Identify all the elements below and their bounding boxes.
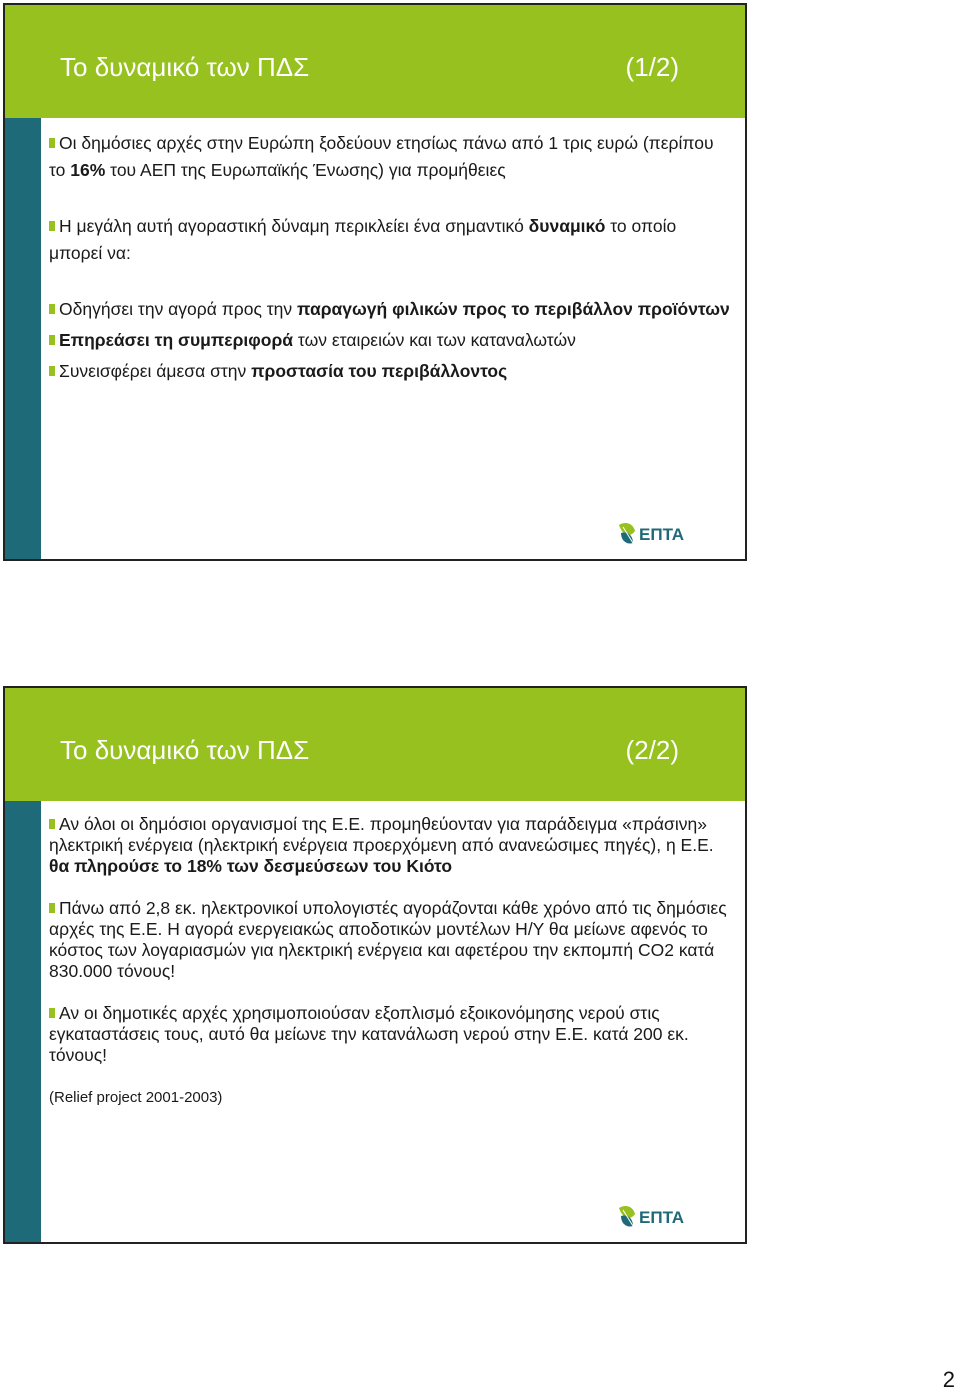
text-bold: δυναμικό	[528, 216, 606, 236]
text: Πάνω από 2,8 εκ. ηλεκτρονικοί υπολογιστές αγοράζονται κάθε χρόνο από τις δημόσιες αρχές της Ε.Ε. Η αγορά ενεργειακώς αποδοτικών μοντέλων Η/Υ θα μείωνε αφενός το κόστος των λογαριασμών για ηλεκτρική ενέργεια και αφετέρου την εκπομπή CO2 κατά 830.000 τόνους!	[49, 898, 727, 981]
slide-2-header	[5, 688, 745, 801]
text-bold: προστασία του περιβάλλοντος	[251, 361, 508, 381]
bullet-icon	[49, 138, 55, 148]
bullet-icon	[49, 335, 55, 345]
slide-1-sidebar	[5, 118, 41, 559]
bullet-icon	[49, 304, 55, 314]
slide-2-content	[49, 814, 735, 1129]
text: Αν οι δημοτικές αρχές χρησιμοποιούσαν εξοπλισμό εξοικονόμησης νερού στις εγκαταστάσεις τους, αυτό θα μείωνε την κατανάλωση νερού στην Ε.Ε. κατά 200 εκ. τόνους!	[49, 1003, 689, 1065]
text-bold: Επηρεάσει τη συμπεριφορά	[59, 330, 294, 350]
text: των εταιρειών και των καταναλωτών	[293, 330, 576, 350]
text-bold: θα πληρούσε το 18% των δεσμεύσεων του Κιότο	[49, 856, 453, 876]
text: το οποίο μπορεί να:	[49, 216, 677, 263]
svg-text:ΕΠΤΑ: ΕΠΤΑ	[639, 1208, 685, 1227]
text-bold: παραγωγή φιλικών προς το περιβάλλον προϊόντων	[297, 299, 730, 319]
text: Η μεγάλη αυτή αγοραστική δύναμη περικλείει ένα σημαντικό	[59, 216, 529, 236]
epta-logo	[617, 1200, 697, 1232]
text: Οι δημόσιες αρχές στην Ευρώπη ξοδεύουν ετησίως πάνω από 1 τρις ευρώ (περίπου το	[49, 133, 714, 180]
epta-logo	[617, 517, 697, 549]
sub-bullet	[49, 327, 733, 354]
slide-1-content	[49, 130, 733, 385]
epta-logo-icon	[617, 1200, 697, 1232]
reference-text: (Relief project 2001-2003)	[49, 1089, 223, 1106]
slide-1-pager: (1/2)	[625, 52, 679, 82]
slide-2	[3, 686, 747, 1244]
slide-2-sidebar	[5, 801, 41, 1242]
bullet-paragraph	[49, 213, 733, 267]
bullet-paragraph	[49, 130, 733, 184]
svg-text:ΕΠΤΑ: ΕΠΤΑ	[639, 525, 685, 544]
page-number: 2	[942, 1367, 955, 1392]
bullet-paragraph	[49, 814, 735, 877]
text: Οδηγήσει την αγορά προς την	[59, 299, 298, 319]
sub-bullet	[49, 358, 733, 385]
bullet-icon	[49, 221, 55, 231]
bullet-paragraph	[49, 1003, 735, 1066]
text: του ΑΕΠ της Ευρωπαϊκής Ένωσης) για προμήθειες	[105, 160, 506, 180]
text: Συνεισφέρει άμεσα στην	[59, 361, 252, 381]
text-bold: 16%	[70, 160, 106, 180]
slide-2-title: Το δυναμικό των ΠΔΣ	[60, 735, 310, 765]
epta-logo-icon	[617, 517, 697, 549]
bullet-icon	[49, 903, 55, 913]
bullet-icon	[49, 366, 55, 376]
sub-bullet	[49, 296, 733, 323]
text: Αν όλοι οι δημόσιοι οργανισμοί της Ε.Ε. προμηθεύονταν για παράδειγμα «πράσινη» ηλεκτρική ενέργεια (ηλεκτρική ενέργεια προερχόμενη από ανανεώσιμες πηγές), η Ε.Ε.	[49, 814, 714, 855]
slide-2-pager: (2/2)	[625, 735, 679, 765]
slide-1-title: Το δυναμικό των ΠΔΣ	[60, 52, 310, 82]
slide-1	[3, 3, 747, 561]
slide-1-header	[5, 5, 745, 118]
bullet-paragraph	[49, 898, 735, 982]
bullet-icon	[49, 1008, 55, 1018]
bullet-icon	[49, 819, 55, 829]
